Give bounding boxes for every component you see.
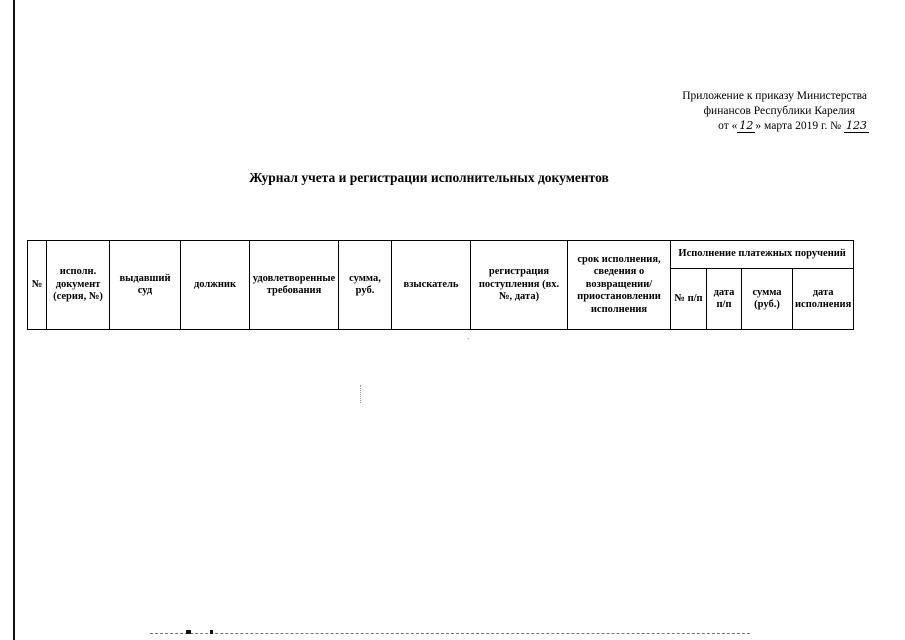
header-sum: сумма, руб. xyxy=(339,241,392,330)
approval-date-prefix: от « xyxy=(718,120,738,132)
header-row-1 xyxy=(28,241,854,269)
approval-line-2: финансов Республики Карелия xyxy=(703,105,855,117)
header-pay-date: дата п/п xyxy=(707,269,742,330)
header-registration: регистрация поступления (вх. №, дата) xyxy=(471,241,568,330)
header-court: выдавший суд xyxy=(110,241,181,330)
header-num: № xyxy=(28,241,47,330)
left-page-edge xyxy=(13,0,15,640)
scan-dots xyxy=(360,385,362,403)
bottom-scan-mark xyxy=(186,630,191,634)
approval-date-middle: » марта 2019 г. № xyxy=(755,120,842,132)
approval-number: 123 xyxy=(846,119,867,132)
approval-line-3 xyxy=(569,119,869,134)
header-term: срок исполнения, сведения о возвращении/ приостановлении исполнения xyxy=(568,241,671,330)
header-doc: исполн. документ (серия, №) xyxy=(47,241,110,330)
approval-block xyxy=(569,89,869,134)
approval-line-1: Приложение к приказу Министерства xyxy=(682,90,867,102)
approval-day: 12 xyxy=(739,119,754,132)
header-claims: удовлетворенные требования xyxy=(250,241,339,330)
header-pay-sum: сумма (руб.) xyxy=(742,269,793,330)
header-pay-exec-date: дата исполнения xyxy=(793,269,854,330)
header-pay-num: № п/п xyxy=(671,269,707,330)
journal-table xyxy=(27,240,854,330)
page-title: Журнал учета и регистрации исполнительных документов xyxy=(249,170,609,185)
bottom-scan-mark xyxy=(210,630,213,634)
header-debtor: должник xyxy=(181,241,250,330)
scan-speck: ˋ xyxy=(467,337,470,346)
bottom-scan-line xyxy=(150,633,750,635)
header-payments-group: Исполнение платежных поручений xyxy=(671,241,854,269)
header-creditor: взыскатель xyxy=(392,241,471,330)
